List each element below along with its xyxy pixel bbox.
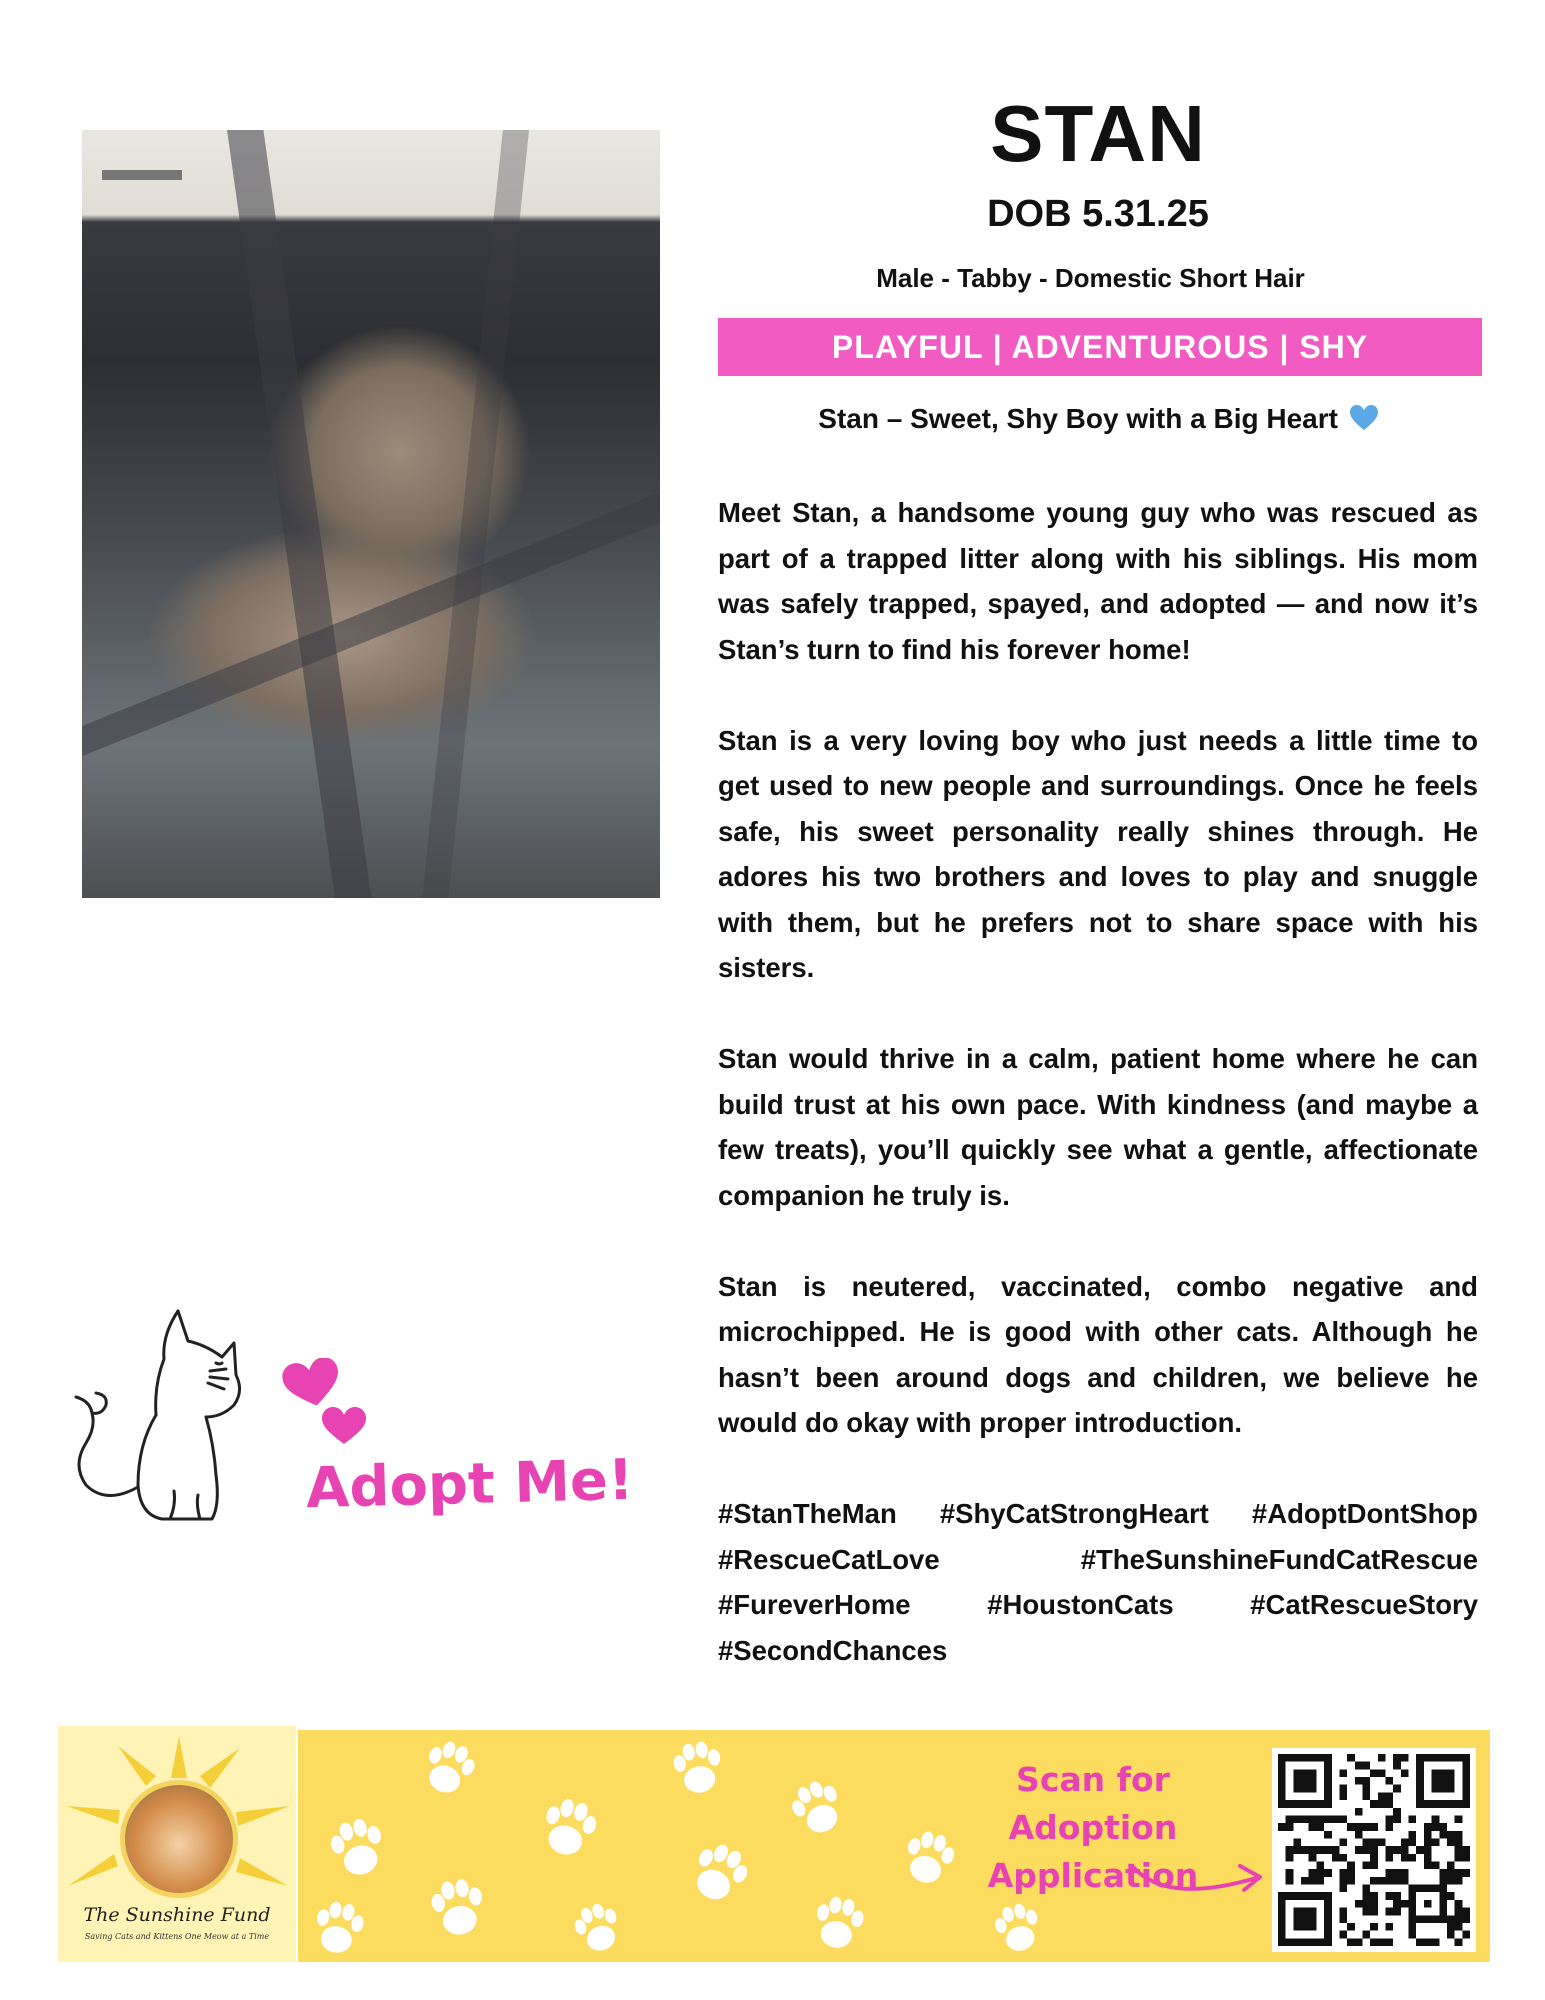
cat-name: STAN bbox=[990, 89, 1206, 178]
cat-photo bbox=[82, 130, 660, 898]
hashtag: #StanTheMan bbox=[718, 1498, 897, 1529]
headline-text: Stan – Sweet, Shy Boy with a Big Heart bbox=[818, 403, 1338, 434]
headline bbox=[718, 403, 1478, 435]
hearts-icon bbox=[282, 1358, 372, 1448]
org-name: The Sunshine Fund bbox=[83, 1904, 271, 1926]
hashtag: #RescueCatLove bbox=[718, 1543, 940, 1575]
qr-matrix bbox=[1278, 1754, 1470, 1946]
traits-banner: PLAYFUL | ADVENTUROUS | SHY bbox=[718, 318, 1482, 376]
hashtag: #CatRescueStory bbox=[1250, 1589, 1478, 1620]
hashtag: #AdoptDontShop bbox=[1251, 1498, 1478, 1529]
hashtag: #HoustonCats bbox=[987, 1589, 1174, 1620]
hashtag: #SecondChances bbox=[718, 1634, 948, 1666]
paragraph: Stan is a very loving boy who just needs a little time to get used to new people and surroundings. Once he feels safe, his sweet personality really shines through. He adores his two brothers and loves to play and snuggle with them, but he prefers not to share space with his sisters. bbox=[718, 724, 1478, 983]
paragraph: Stan is neutered, vaccinated, combo negative and microchipped. He is good with other cats. Although he hasn’t been around dogs and children, we believe he would do okay with proper introduction. bbox=[718, 1270, 1478, 1438]
paragraph: Meet Stan, a handsome young guy who was rescued as part of a trapped litter along with his siblings. His mom was safely trapped, spayed, and adopted — and now it’s Stan’s turn to find his forever home! bbox=[718, 497, 1478, 665]
arrow-icon bbox=[1128, 1848, 1268, 1908]
sunshine-fund-logo bbox=[58, 1726, 296, 1962]
kitten-photo bbox=[120, 1780, 238, 1898]
description bbox=[718, 490, 1478, 1673]
footer-banner bbox=[298, 1730, 1490, 1962]
scan-line-1: Scan for Adoption bbox=[1008, 1760, 1178, 1847]
hashtag: #FureverHome bbox=[718, 1589, 911, 1620]
hashtag: #TheSunshineFundCatRescue bbox=[1080, 1543, 1478, 1575]
qr-code[interactable] bbox=[1272, 1748, 1476, 1952]
cat-outline-icon bbox=[66, 1305, 246, 1535]
hashtag: #ShyCatStrongHeart bbox=[939, 1498, 1209, 1529]
heart-icon bbox=[1350, 405, 1378, 431]
hashtags bbox=[718, 1491, 1478, 1673]
scan-line-2: Application bbox=[987, 1856, 1199, 1895]
cat-dob: DOB 5.31.25 bbox=[987, 193, 1209, 235]
org-tagline: Saving Cats and Kittens One Meow at a Time bbox=[84, 1932, 270, 1941]
cat-specs: Male - Tabby - Domestic Short Hair bbox=[876, 263, 1305, 293]
paragraph: Stan would thrive in a calm, patient home where he can build trust at his own pace. With kindness (and maybe a few treats), you’ll quickly see what a gentle, affectionate companion he truly is. bbox=[718, 1043, 1478, 1211]
adopt-me-label: Adopt Me! bbox=[305, 1447, 635, 1522]
